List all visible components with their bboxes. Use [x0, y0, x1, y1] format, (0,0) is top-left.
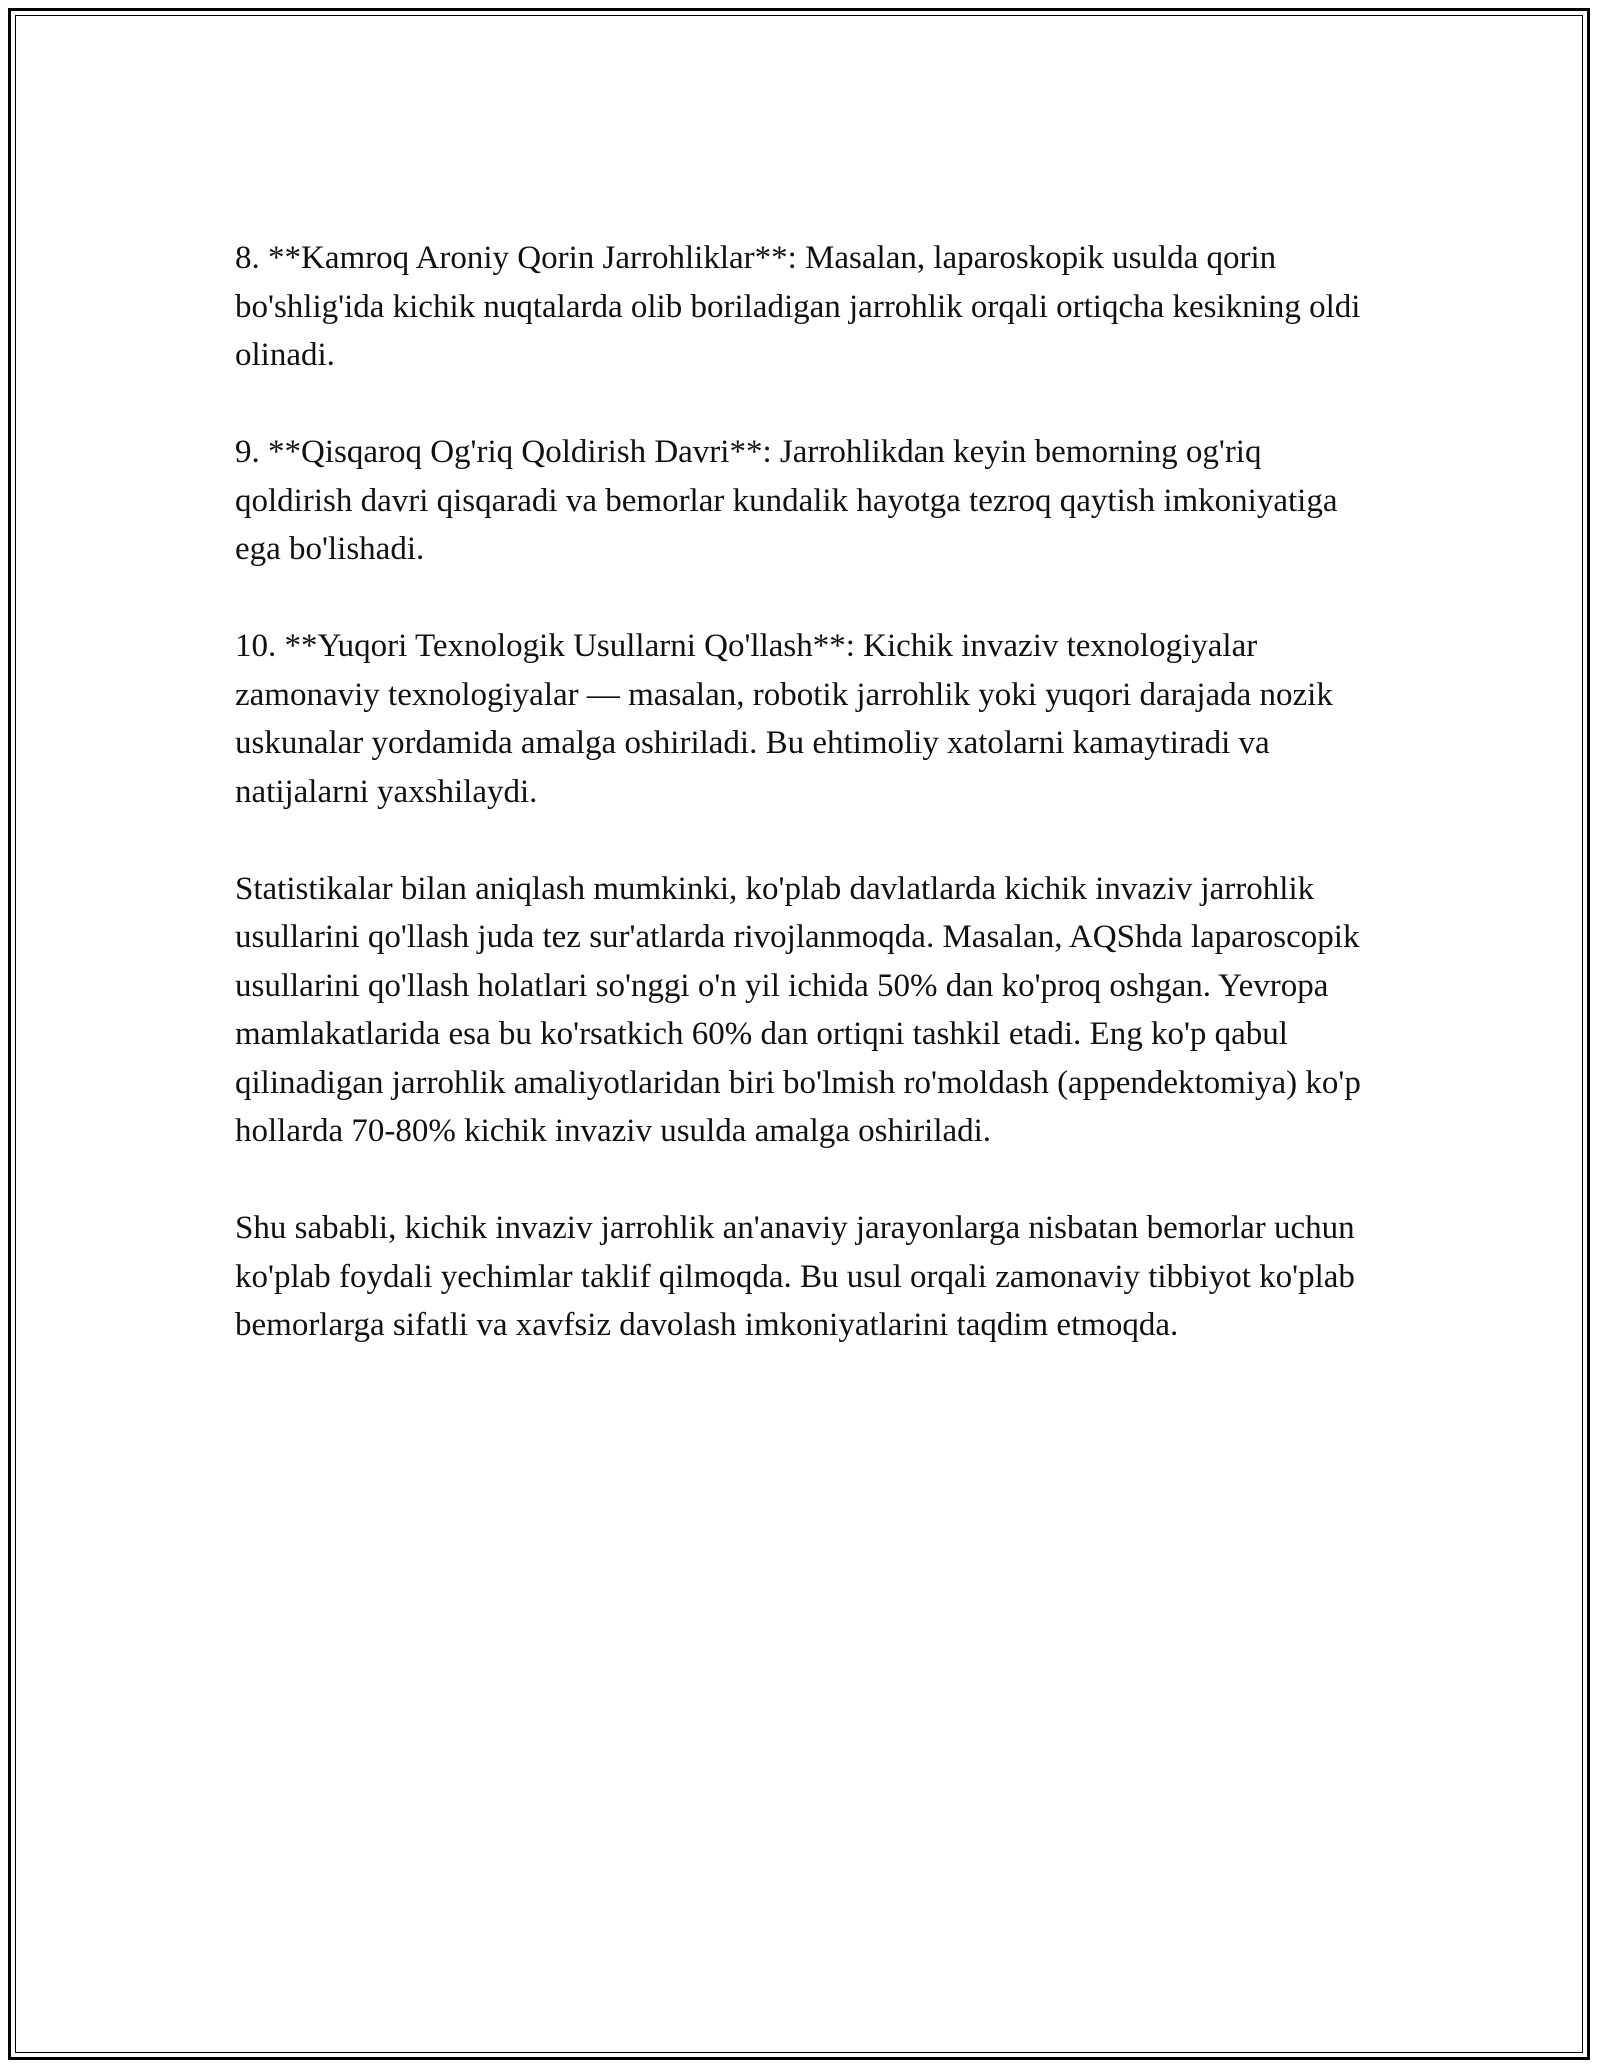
list-item-9: 9. **Qisqaroq Og'riq Qoldirish Davri**: Jarrohlikdan keyin bemorning og'riq qoldirish davri qisqaradi va bemorlar kundalik hayotga tezroq qaytish imkoniyatiga ega bo'lishadi.: [235, 434, 1338, 567]
conclusion-paragraph: Shu sababli, kichik invaziv jarrohlik an'anaviy jarayonlarga nisbatan bemorlar uchun ko'plab foydali yechimlar taklif qilmoqda. Bu usul orqali zamonaviy tibbiyot ko'plab bemorlarga sifatli va xavfsiz davolash imkoniyatlarini taqdim etmoqda.: [235, 1210, 1355, 1343]
document-body: [235, 234, 1375, 1398]
list-item-10: 10. **Yuqori Texnologik Usullarni Qo'llash**: Kichik invaziv texnologiyalar zamonaviy texnologiyalar — masalan, robotik jarrohlik yoki yuqori darajada nozik uskunalar yordamida amalga oshiriladi. Bu ehtimoliy xatolarni kamaytiradi va natijalarni yaxshilaydi.: [235, 628, 1333, 810]
statistics-paragraph: Statistikalar bilan aniqlash mumkinki, ko'plab davlatlarda kichik invaziv jarrohlik usullarini qo'llash juda tez sur'atlarda rivojlanmoqda. Masalan, AQShda laparoscopik usullarini qo'llash holatlari so'nggi o'n yil ichida 50% dan ko'proq oshgan. Yevropa mamlakatlarida esa bu ko'rsatkich 60% dan ortiqni tashkil etadi. Eng ko'p qabul qilinadigan jarrohlik amaliyotlaridan biri bo'lmish ro'moldash (appendektomiya) ko'p hollarda 70-80% kichik invaziv usulda amalga oshiriladi.: [235, 870, 1361, 1149]
list-item-8: 8. **Kamroq Aroniy Qorin Jarrohliklar**: Masalan, laparoskopik usulda qorin bo'shlig'ida kichik nuqtalarda olib boriladigan jarrohlik orqali ortiqcha kesikning oldi olinadi.: [235, 240, 1361, 373]
